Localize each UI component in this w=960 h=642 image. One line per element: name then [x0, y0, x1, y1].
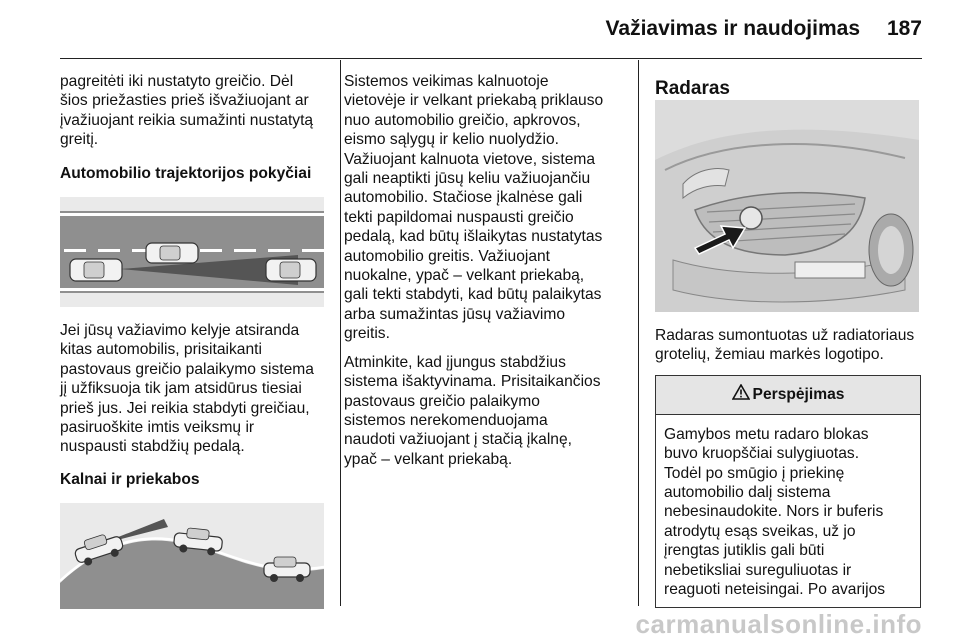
hills-diagram [60, 503, 324, 609]
car-ahead-icon [266, 259, 316, 281]
text-line: Sistemos veikimas kalnuotoje [344, 73, 549, 90]
warning-triangle-icon [732, 384, 750, 405]
text-line: greitį. [60, 131, 99, 149]
text-line: gali neaptikti jūsų keliu važiuojančiu [344, 170, 591, 188]
text-line: ypač – velkant priekabą. [344, 450, 513, 468]
section-heading-trajectory: Automobilio trajektorijos pokyčiai [60, 164, 312, 182]
section-title-radar: Radaras [655, 78, 730, 99]
text-line: šios priežasties prieš išvažiuojant ar [60, 92, 309, 110]
text-line: Atminkite, kad įjungus stabdžius [344, 353, 566, 371]
text-line: nuo automobilio greičio, apkrovos, [344, 111, 581, 129]
text-line: sistema išaktyvinama. Prisitaikančios [344, 373, 601, 391]
column-divider-2 [638, 60, 639, 606]
warning-title: Perspėjimas [752, 386, 845, 404]
text-line: automobilio. Stačiose įkalnėse gali [344, 189, 583, 207]
text-line: kitas automobilis, prisitaikanti [60, 341, 262, 359]
text-line: automobilio dalį sistema [664, 484, 831, 502]
page-header [0, 0, 960, 58]
car-cutting-in-icon [146, 243, 198, 263]
lane-change-diagram [60, 197, 324, 307]
column-divider-1 [340, 60, 341, 606]
text-line: eismo sąlygų ir kelio nuolydžio. [344, 131, 559, 149]
text-line: pedalą, kad būtų išlaikytas nustatytas [344, 228, 603, 246]
text-line: nuokalne, ypač – velkant priekabą, [344, 267, 585, 285]
text-line: Radaras sumontuotas už radiatoriaus [655, 327, 915, 344]
text-line: pastovaus greičio palaikymo sistema [60, 360, 314, 378]
text-line: nebetiksliai sureguliuotas ir [664, 561, 852, 579]
text-line: naudoti važiuojant į stačią įkalnę, [344, 431, 572, 449]
lane-change-illustration [60, 197, 324, 307]
column-1 [60, 72, 330, 609]
text-line: įvažiuojant reikia sumažinti nustatytą [60, 111, 314, 129]
text-line: Gamybos metu radaro blokas [664, 425, 869, 443]
text-line: arba sumažintas jūsų važiavimo [344, 305, 566, 323]
text-line: Važiuojant kalnuota vietove, sistema [344, 150, 596, 168]
text-line: automobilio greitis. Važiuojant [344, 247, 551, 265]
hills-illustration [60, 503, 324, 609]
column-2 [344, 72, 634, 469]
text-line: pastovaus greičio palaikymo [344, 392, 540, 410]
text-line: nebesinaudokite. Nors ir buferis [664, 503, 884, 521]
text-line: Todėl po smūgio į priekinę [664, 464, 845, 482]
text-line: pagreitėti iki nustatyto greičio. Dėl [60, 73, 294, 90]
header-divider [60, 58, 922, 59]
text-line: grotelių, žemiau markės logotipo. [655, 346, 884, 364]
column-3 [655, 78, 921, 608]
page-number: 187 [886, 17, 922, 40]
text-line: tekti papildomai nuspausti greičio [344, 208, 574, 226]
text-line: Jei jūsų važiavimo kelyje atsiranda [60, 322, 300, 340]
text-line: pasiruoškite imtis veiksmų ir [60, 419, 255, 437]
text-line: buvo kruopščiai sulygiuotas. [664, 445, 860, 463]
text-line: gali tekti stabdyti, kad būtų palaikytas [344, 286, 602, 304]
text-line: įrengtas jutiklis gali būti [664, 542, 825, 560]
section-heading-hills: Kalnai ir priekabos [60, 470, 200, 488]
radar-photo [655, 100, 919, 312]
warning-header [656, 376, 920, 415]
text-line: prieš jus. Jei reikia stabdyti greičiau, [60, 399, 310, 417]
page-title: Važiavimas ir naudojimas [605, 17, 860, 40]
text-line: sistemos nerekomenduojama [344, 411, 548, 429]
warning-body [656, 415, 920, 608]
text-line: reaguoti neteisingai. Po avarijos [664, 581, 886, 599]
car-own-icon [70, 259, 122, 281]
car-front-photo [655, 100, 919, 312]
text-line: atrodytų esąs sveikas, už jo [664, 522, 856, 540]
text-line: nuspausti stabdžių pedalą. [60, 438, 245, 456]
watermark: carmanualsonline.info [635, 609, 922, 639]
text-line: greitis. [344, 325, 390, 343]
text-line: vietovėje ir velkant priekabą priklauso [344, 92, 604, 110]
text-line: jį užfiksuoja tik jam atsidūrus tiesiai [60, 380, 302, 398]
warning-box [655, 375, 921, 609]
